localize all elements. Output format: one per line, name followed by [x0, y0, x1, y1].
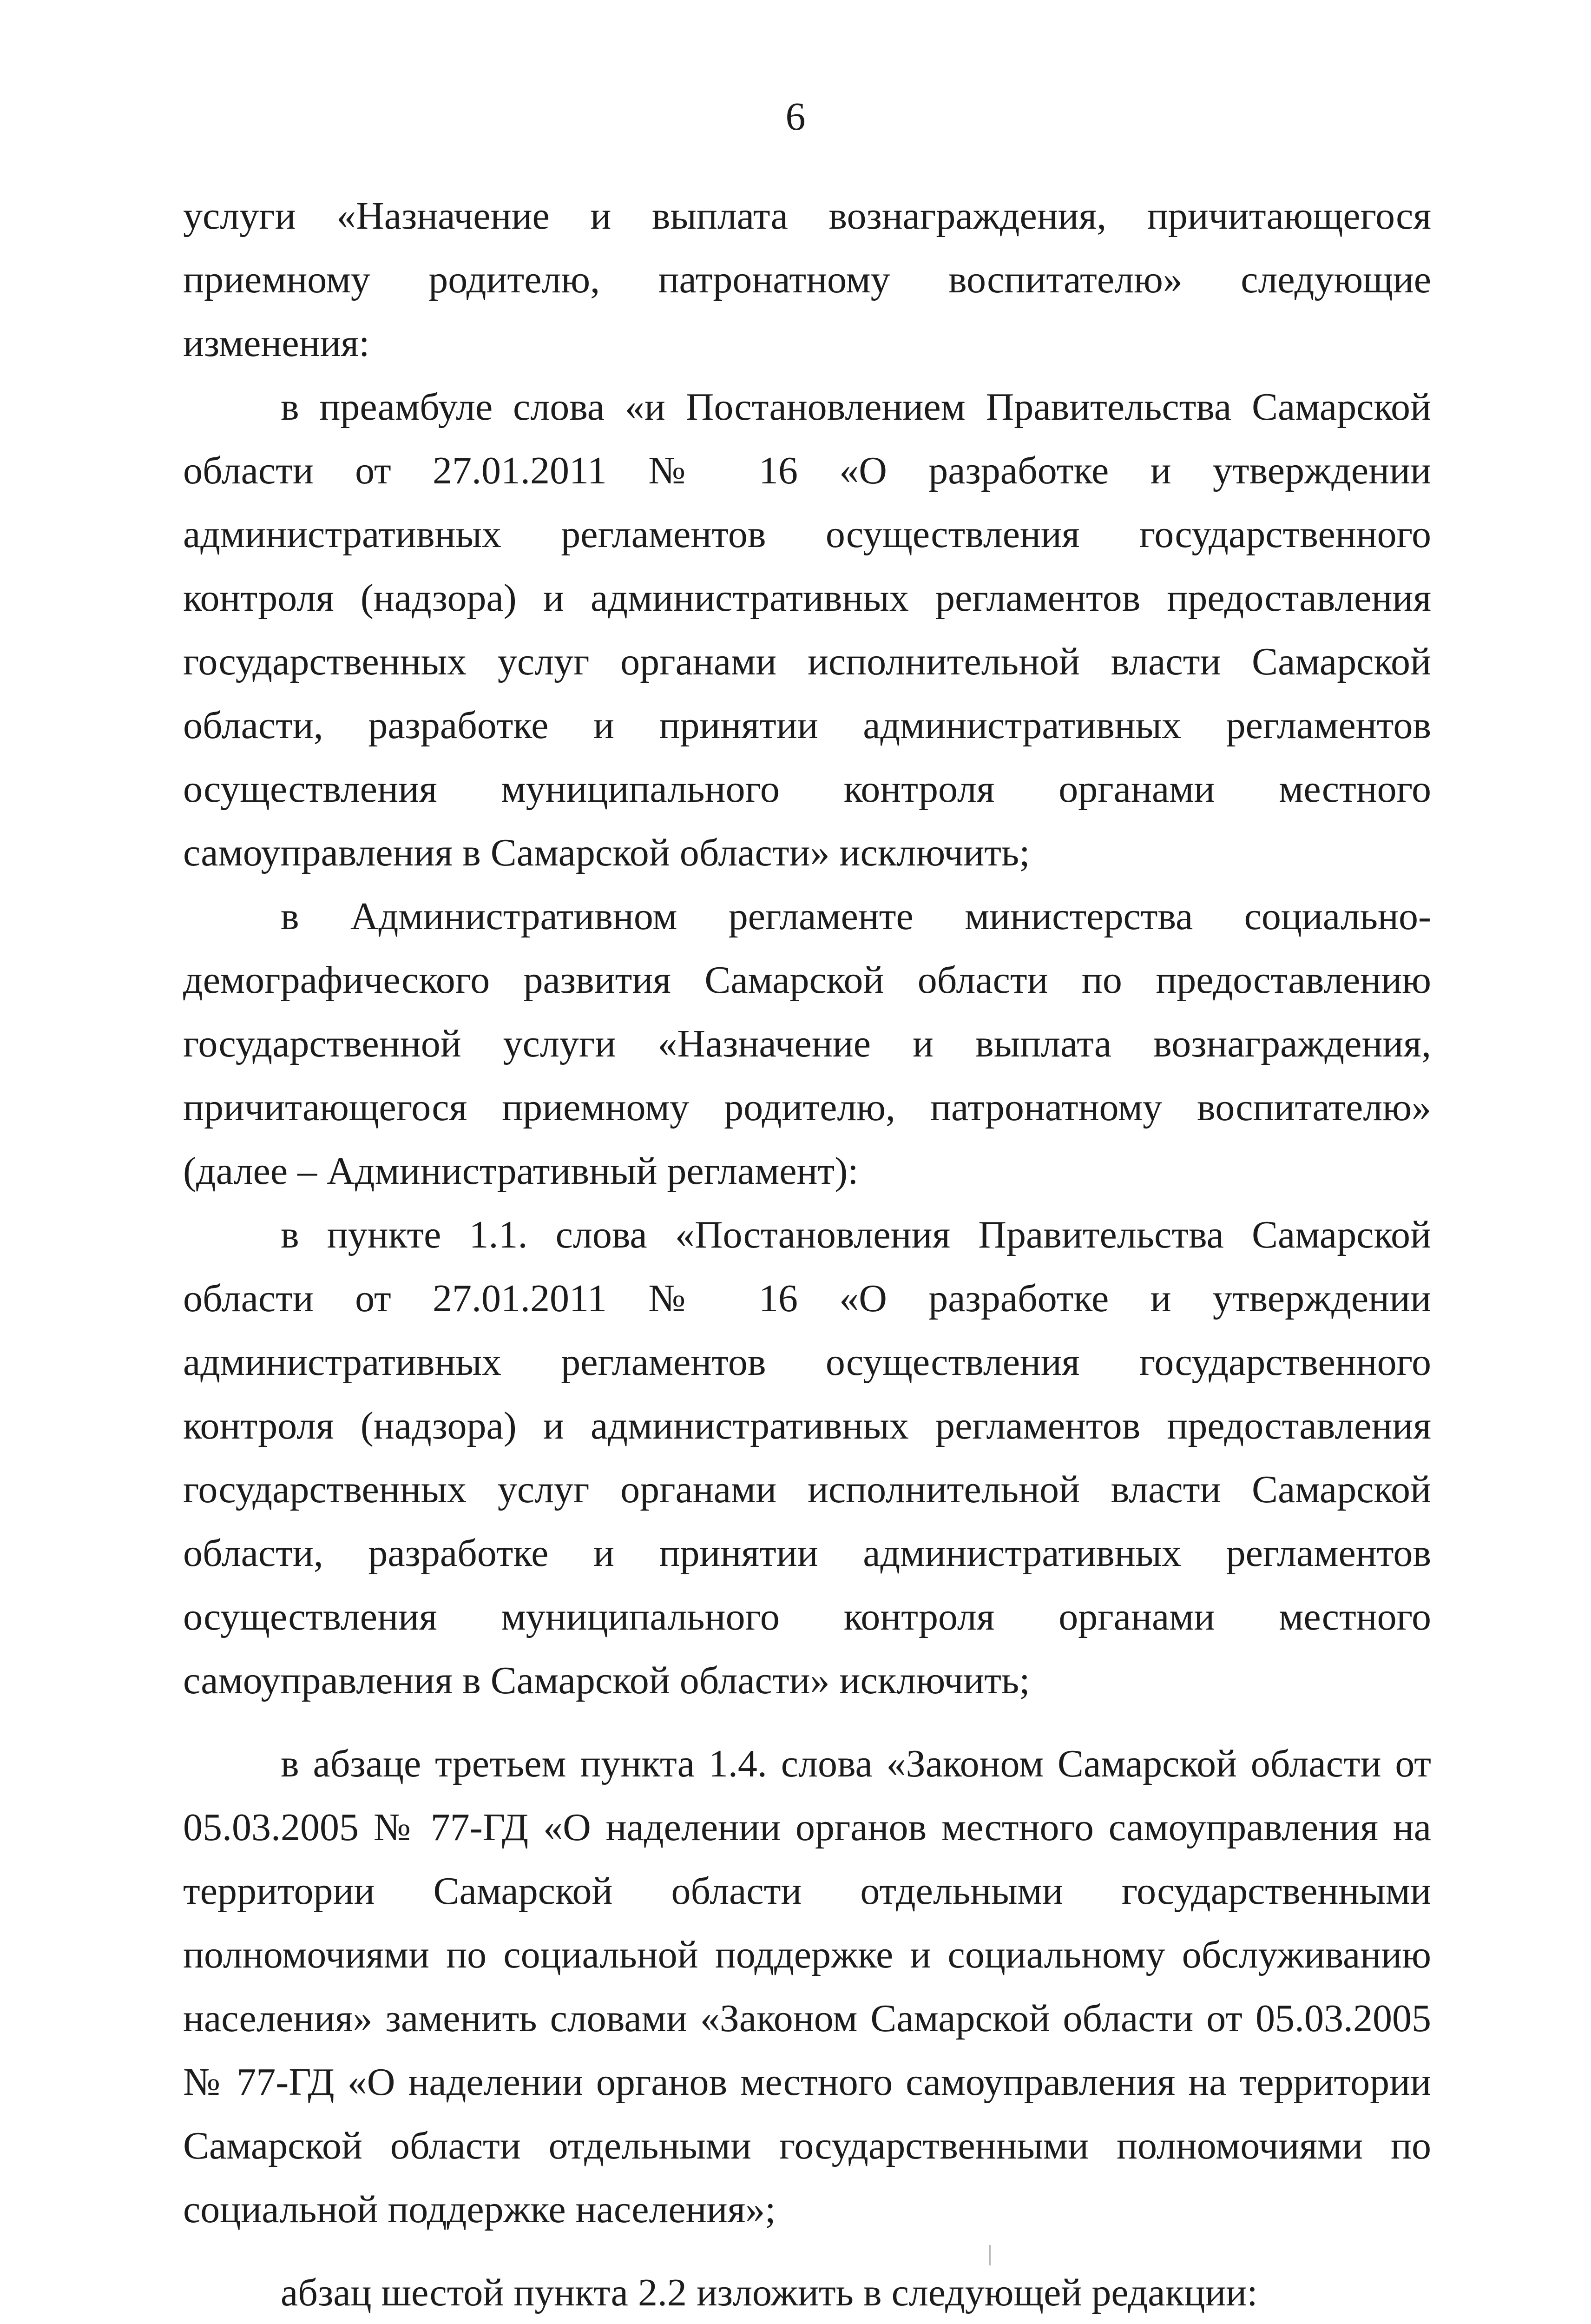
paragraph-continuation: услуги «Назначение и выплата вознаграждения, причитающегося приемному родителю, патронатному воспитателю» следующие изменения: — [183, 194, 1431, 365]
paragraph-clause-1-4: в абзаце третьем пункта 1.4. слова «Законом Самарской области от 05.03.2005 № 77-ГД «О наделении органов местного самоуправления на территории Самарской области отдельными государственными полномочиями по социальной поддержке и социальному обслуживанию населения» заменить словами «Законом Самарской области от 05.03.2005 № 77-ГД «О наделении органов местного самоуправления на территории Самарской области отдельными государственными полномочиями по социальной поддержке населения»; — [183, 1742, 1431, 2231]
paragraph-preamble-amendment: в преамбуле слова «и Постановлением Правительства Самарской области от 27.01.2011 № 16 «О разработке и утверждении административных регламентов осуществления государственного контроля (надзора) и административных регламентов предоставления государственных услуг органами исполнительной власти Самарской области, разработке и принятии административных регламентов осуществления муниципального контроля органами местного самоуправления в Самарской области» исключить; — [183, 385, 1431, 874]
paragraph-clause-2-2: абзац шестой пункта 2.2 изложить в следующей редакции: — [281, 2271, 1258, 2314]
paragraph-clause-1-1: в пункте 1.1. слова «Постановления Правительства Самарской области от 27.01.2011 № 16 «О разработке и утверждении административных регламентов осуществления государственного контроля (надзора) и административных регламентов предоставления государственных услуг органами исполнительной власти Самарской области, разработке и принятии административных регламентов осуществления муниципального контроля органами местного самоуправления в Самарской области» исключить; — [183, 1213, 1431, 1702]
scan-mark — [989, 2245, 991, 2265]
paragraph-regulation-amendment: в Административном регламенте министерства социально-демографического развития Самарской области по предоставлению государственной услуги «Назначение и выплата вознаграждения, причитающегося приемному родителю, патронатному воспитателю» (далее – Административный регламент): — [183, 895, 1431, 1193]
page-number: 6 — [785, 94, 806, 139]
document-body — [183, 184, 1431, 2324]
